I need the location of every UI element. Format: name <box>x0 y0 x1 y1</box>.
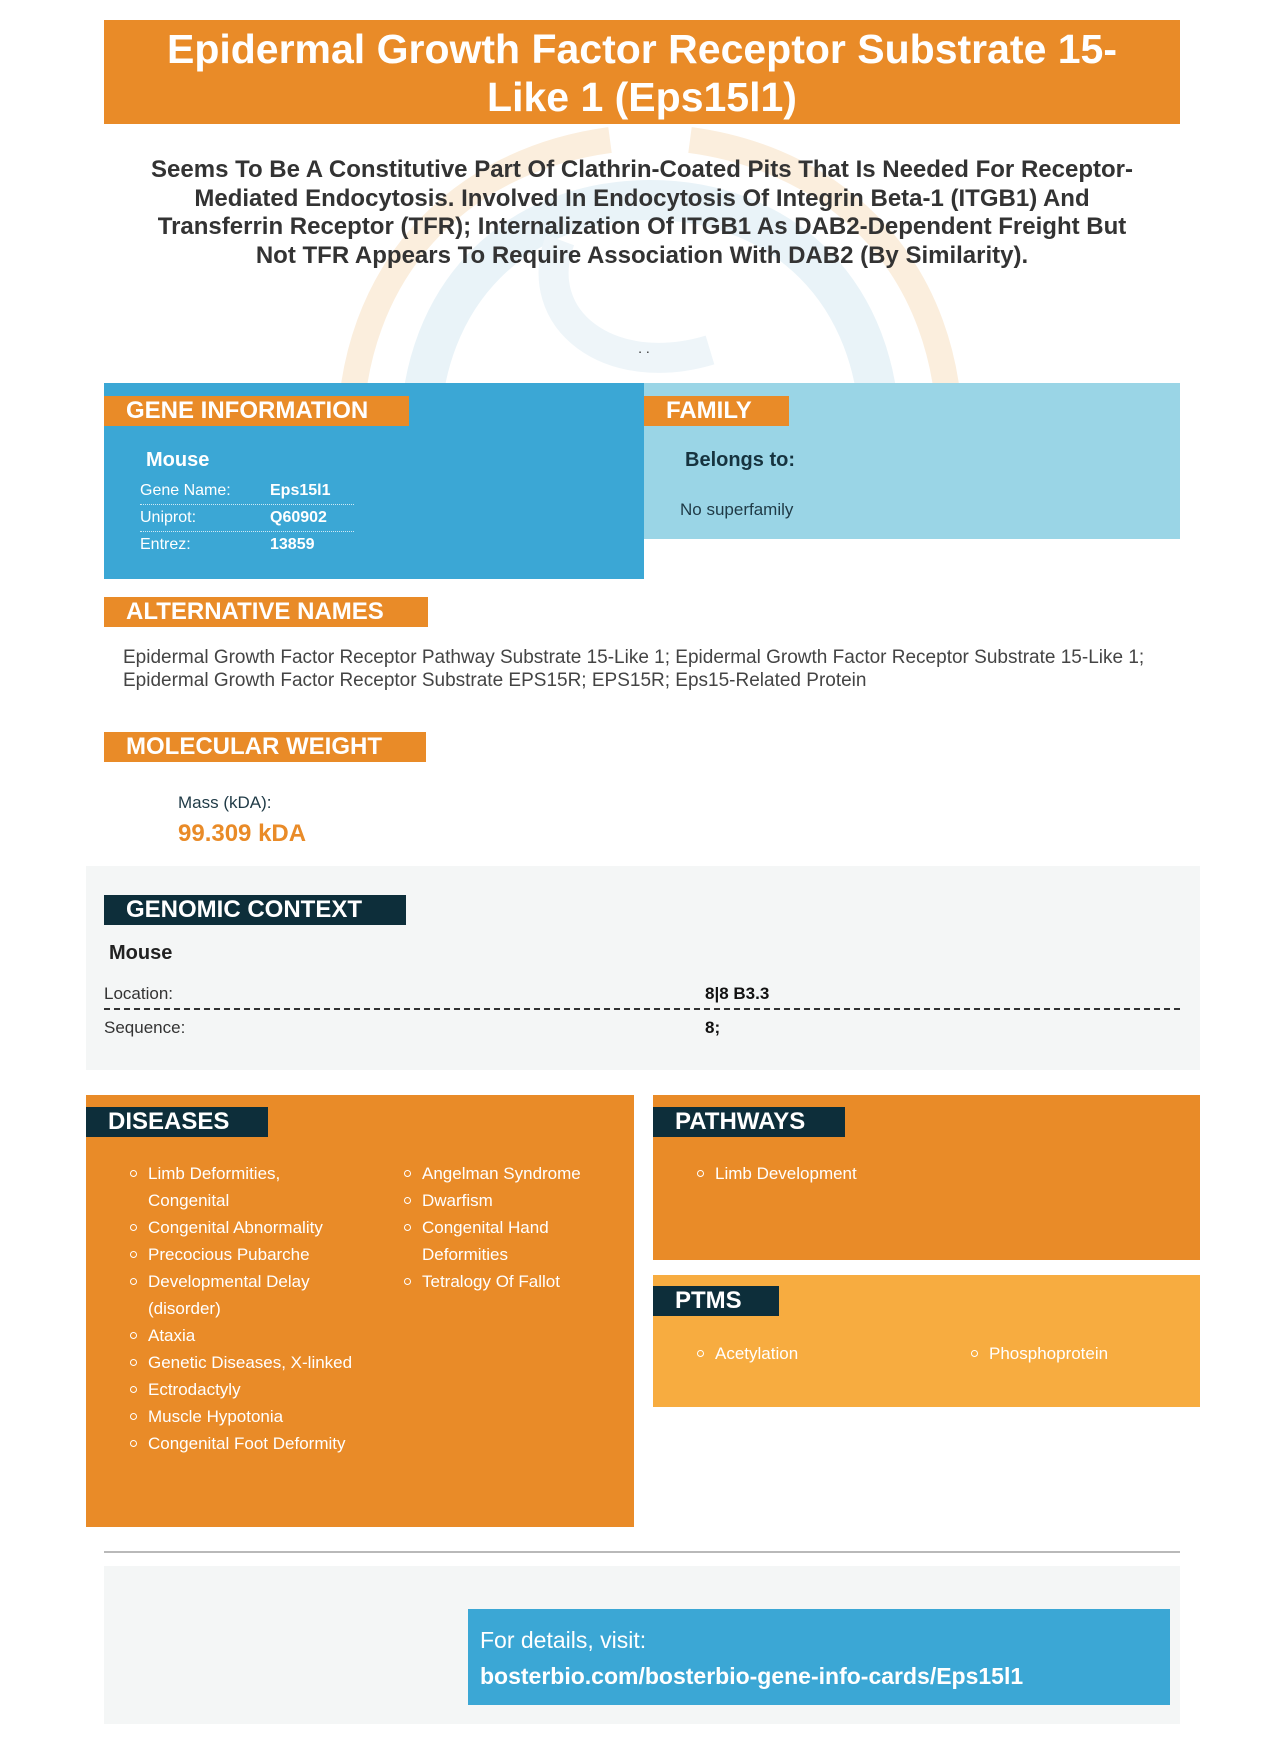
family-heading: FAMILY <box>644 396 789 426</box>
location-row <box>104 978 1180 1010</box>
page-title <box>104 20 1180 124</box>
list-item: Ataxia <box>130 1322 355 1349</box>
list-item: Limb Deformities, Congenital <box>130 1160 355 1214</box>
mass-value: 99.309 kDA <box>178 820 307 847</box>
gene-name-label: Gene Name: <box>140 482 231 499</box>
list-item: Angelman Syndrome <box>404 1160 604 1187</box>
pathways-list <box>697 1160 1157 1187</box>
separator-dots: . . <box>638 340 650 356</box>
pathways-heading: PATHWAYS <box>653 1107 845 1137</box>
ptms-heading: PTMS <box>653 1286 779 1316</box>
title-line-1: Epidermal Growth Factor Receptor Substrate 15- <box>166 26 1118 72</box>
location-label: Location: <box>104 984 173 1003</box>
list-item: Congenital Foot Deformity <box>130 1430 355 1457</box>
list-item: Ectrodactyly <box>130 1376 355 1403</box>
list-item: Congenital Hand Deformities <box>404 1214 604 1268</box>
list-item: Tetralogy Of Fallot <box>404 1268 604 1295</box>
genomic-context-heading: GENOMIC CONTEXT <box>104 895 406 925</box>
ptms-list-col2 <box>971 1340 1171 1367</box>
entrez-row <box>140 532 354 559</box>
family-belongs-label: Belongs to: <box>685 449 795 471</box>
family-value: No superfamily <box>680 500 794 519</box>
list-item: Muscle Hypotonia <box>130 1403 355 1430</box>
title-line-2: Like 1 (Eps15l1) <box>487 74 797 120</box>
details-link-box[interactable] <box>468 1609 1170 1705</box>
gene-species: Mouse <box>146 449 210 471</box>
entrez-label: Entrez: <box>140 536 191 553</box>
location-value: 8|8 B3.3 <box>705 984 770 1003</box>
alternative-names-heading: ALTERNATIVE NAMES <box>104 597 428 627</box>
gene-information-heading: GENE INFORMATION <box>104 396 409 426</box>
list-item: Limb Development <box>697 1160 1157 1187</box>
list-item: Congenital Abnormality <box>130 1214 355 1241</box>
molecular-weight-heading: MOLECULAR WEIGHT <box>104 732 426 762</box>
details-url-link[interactable]: bosterbio.com/bosterbio-gene-info-cards/Eps15l1 <box>480 1663 1024 1689</box>
list-item: Dwarfism <box>404 1187 604 1214</box>
diseases-list-col2 <box>404 1160 604 1295</box>
sequence-value: 8; <box>705 1018 721 1037</box>
alternative-names-text: Epidermal Growth Factor Receptor Pathway Substrate 15-Like 1; Epidermal Growth Factor Receptor Substrate 15-Like 1; Epidermal Growth Factor Receptor Substrate EPS15R; EPS15R; Eps15-Related Protein <box>123 647 1145 691</box>
gene-name-row <box>140 478 354 505</box>
list-item: Developmental Delay (disorder) <box>130 1268 355 1322</box>
genomic-species: Mouse <box>109 942 173 964</box>
list-item: Genetic Diseases, X-linked <box>130 1349 355 1376</box>
diseases-list-col1 <box>130 1160 355 1457</box>
protein-description: Seems To Be A Constitutive Part Of Clathrin-Coated Pits That Is Needed For Receptor-Mediated Endocytosis. Involved In Endocytosis Of Integrin Beta-1 (ITGB1) And Transferrin Receptor (TFR); Internalization Of ITGB1 As DAB2-Dependent Freight But Not TFR Appears To Require Association With DAB2 (By Similarity). <box>151 156 1133 269</box>
diseases-heading: DISEASES <box>86 1107 268 1137</box>
uniprot-value: Q60902 <box>270 509 327 526</box>
entrez-value: 13859 <box>270 536 315 553</box>
list-item: Phosphoprotein <box>971 1340 1171 1367</box>
footer-divider <box>104 1551 1180 1553</box>
gene-name-value: Eps15l1 <box>270 482 331 499</box>
list-item: Precocious Pubarche <box>130 1241 355 1268</box>
uniprot-row <box>140 505 354 532</box>
mass-label: Mass (kDA): <box>178 793 272 812</box>
sequence-label: Sequence: <box>104 1018 186 1037</box>
ptms-list-col1 <box>697 1340 937 1367</box>
list-item: Acetylation <box>697 1340 937 1367</box>
details-label: For details, visit: <box>480 1627 647 1653</box>
sequence-row <box>104 1012 1180 1044</box>
uniprot-label: Uniprot: <box>140 509 197 526</box>
